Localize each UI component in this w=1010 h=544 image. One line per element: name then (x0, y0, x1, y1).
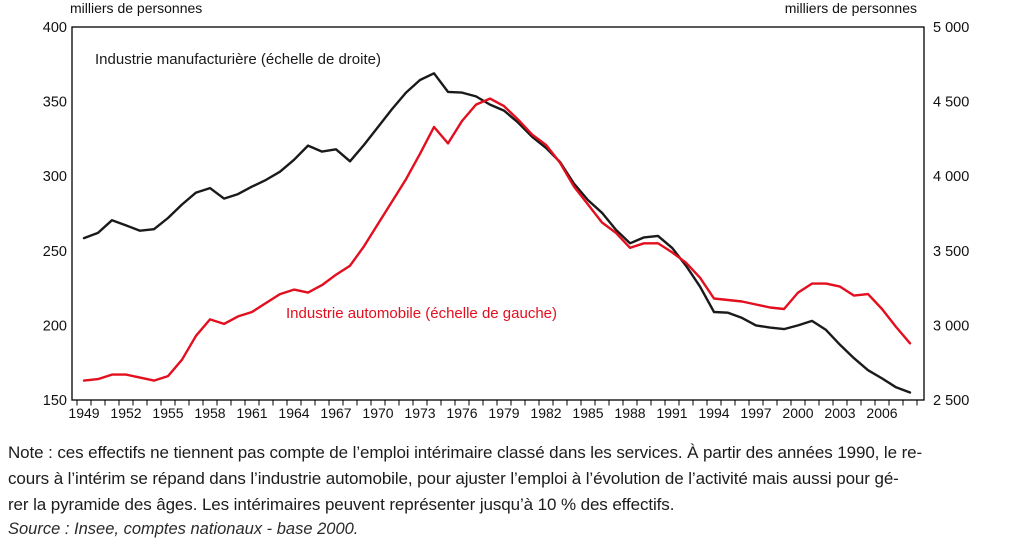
svg-text:400: 400 (42, 20, 67, 36)
svg-text:1994: 1994 (698, 405, 730, 421)
svg-text:3 000: 3 000 (933, 318, 970, 335)
svg-text:2 500: 2 500 (933, 393, 970, 409)
svg-text:2003: 2003 (824, 405, 856, 421)
series-label-manufacturing: Industrie manufacturière (échelle de droite) (95, 51, 381, 68)
svg-text:1967: 1967 (320, 405, 352, 421)
svg-text:1991: 1991 (656, 405, 688, 421)
x-axis-labels (68, 405, 897, 421)
svg-text:1952: 1952 (110, 405, 142, 421)
note-line-2: cours à l’intérim se répand dans l’industrie automobile, pour ajuster l’emploi à l’évolution de l’activité mais aussi pour gé- (8, 469, 899, 488)
left-axis-labels (43, 20, 67, 409)
svg-text:1988: 1988 (614, 405, 646, 421)
note-text (8, 440, 1010, 518)
svg-text:150: 150 (42, 393, 67, 409)
svg-text:4 000: 4 000 (933, 169, 970, 186)
svg-text:1973: 1973 (404, 405, 436, 421)
svg-text:3 500: 3 500 (933, 243, 970, 260)
svg-text:1976: 1976 (446, 405, 478, 421)
note-line-3: rer la pyramide des âges. Les intérimaires peuvent représenter jusqu’à 10 % des effectifs. (8, 495, 675, 514)
source-text: Source : Insee, comptes nationaux - base 2000. (8, 520, 359, 538)
svg-text:1979: 1979 (488, 405, 520, 421)
svg-text:300: 300 (42, 169, 67, 186)
svg-text:1970: 1970 (362, 405, 394, 421)
series-line-manufacturing (84, 73, 910, 392)
note-line-1: Note : ces effectifs ne tiennent pas compte de l’emploi intérimaire classé dans les services. À partir des années 1990, le re- (8, 443, 923, 462)
left-axis-title: milliers de personnes (70, 0, 203, 16)
series-label-automobile: Industrie automobile (échelle de gauche) (286, 305, 558, 322)
right-axis-labels (933, 20, 969, 409)
series-line-automobile (84, 99, 910, 381)
svg-text:250: 250 (42, 243, 67, 260)
svg-text:1997: 1997 (740, 405, 772, 421)
svg-text:200: 200 (42, 318, 67, 335)
right-axis-title: milliers de personnes (784, 0, 917, 16)
svg-text:4 500: 4 500 (933, 94, 970, 111)
svg-text:1961: 1961 (236, 405, 268, 421)
svg-text:1955: 1955 (152, 405, 184, 421)
svg-text:1949: 1949 (68, 405, 100, 421)
svg-text:1958: 1958 (194, 405, 226, 421)
svg-text:1985: 1985 (572, 405, 604, 421)
svg-text:2006: 2006 (866, 405, 898, 421)
plot-box (72, 27, 924, 400)
svg-text:5 000: 5 000 (933, 20, 970, 36)
svg-text:350: 350 (42, 94, 67, 111)
svg-text:2000: 2000 (782, 405, 814, 421)
svg-text:1964: 1964 (278, 405, 310, 421)
svg-text:1982: 1982 (530, 405, 562, 421)
